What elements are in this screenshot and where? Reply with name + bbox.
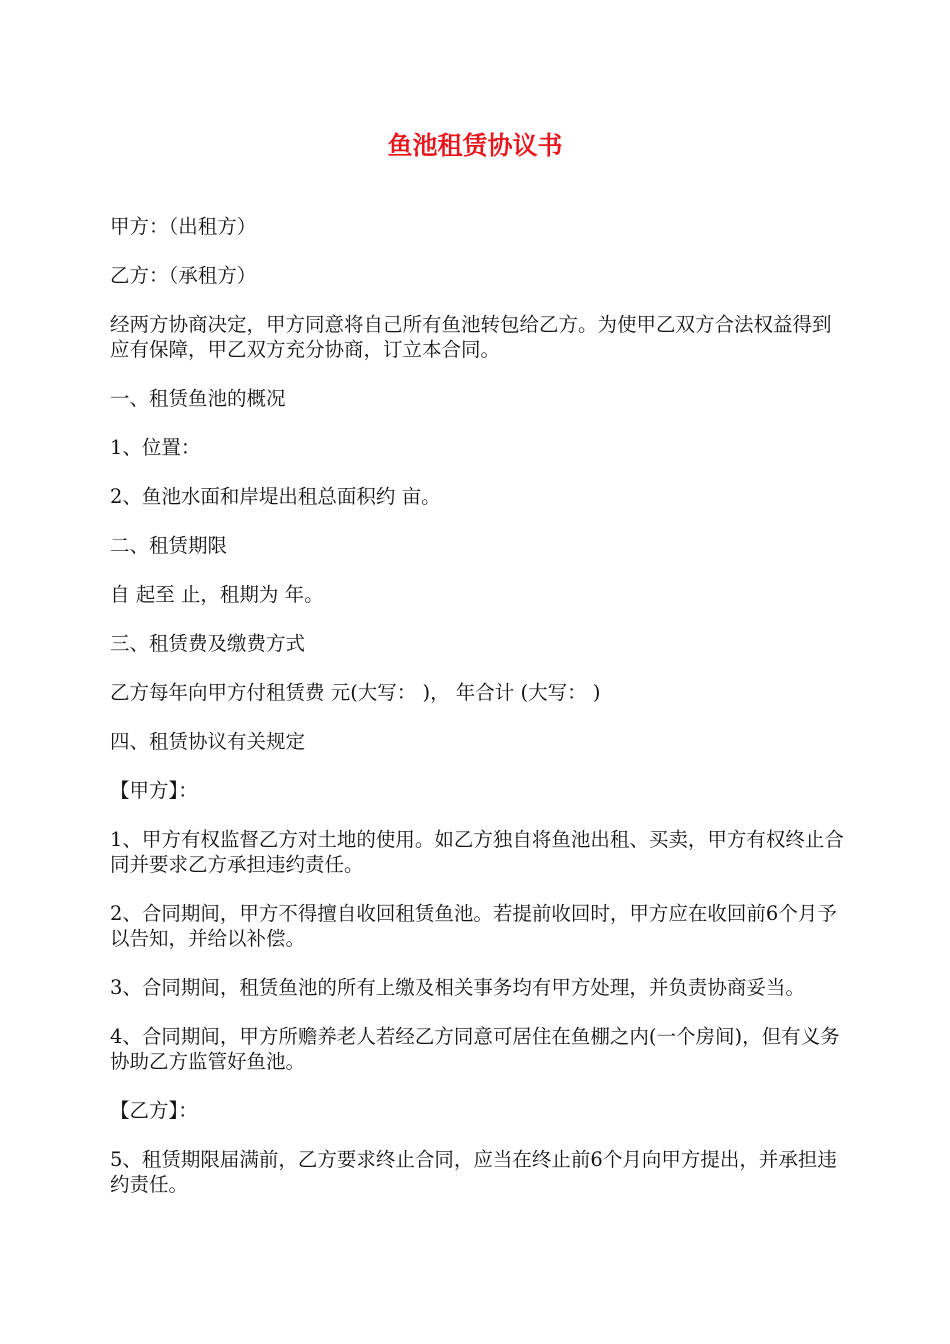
preamble-paragraph: 经两方协商决定，甲方同意将自己所有鱼池转包给乙方。为使甲乙双方合法权益得到应有保障，甲乙双方充分协商，订立本合同。	[110, 313, 832, 361]
document-title: 鱼池租赁协议书	[387, 131, 563, 160]
clause-1: 1、甲方有权监督乙方对土地的使用。如乙方独自将鱼池出租、买卖，甲方有权终止合同并要求乙方承担违约责任。	[110, 828, 844, 876]
clause-2: 2、合同期间，甲方不得擅自收回租赁鱼池。若提前收回时，甲方应在收回前6个月予以告知，并给以补偿。	[110, 902, 837, 950]
clause-5: 5、租赁期限届满前，乙方要求终止合同，应当在终止前6个月向甲方提出，并承担违约责任。	[110, 1148, 837, 1196]
clause-term: 自 起至 止，租期为 年。	[110, 583, 324, 606]
party-a-line: 甲方：（出租方）	[110, 215, 257, 238]
clause-3: 3、合同期间，租赁鱼池的所有上缴及相关事务均有甲方处理，并负责协商妥当。	[110, 976, 805, 999]
document-body	[110, 214, 850, 1221]
party-a-heading: 【甲方】：	[110, 779, 198, 802]
clause-area: 2、鱼池水面和岸堤出租总面积约 亩。	[110, 485, 441, 508]
clause-location: 1、位置：	[110, 436, 201, 459]
party-b-line: 乙方：（承租方）	[110, 264, 257, 287]
party-b-heading: 【乙方】：	[110, 1099, 198, 1122]
clause-4: 4、合同期间，甲方所赡养老人若经乙方同意可居住在鱼棚之内(一个房间)，但有义务协助乙方监管好鱼池。	[110, 1025, 840, 1073]
clause-fees: 乙方每年向甲方付租赁费 元(大写： )， 年合计 (大写： )	[110, 681, 601, 704]
section-heading-fees: 三、租赁费及缴费方式	[110, 632, 306, 655]
section-heading-term: 二、租赁期限	[110, 534, 228, 557]
section-heading-provisions: 四、租赁协议有关规定	[110, 730, 306, 753]
section-heading-overview: 一、租赁鱼池的概况	[110, 387, 286, 410]
